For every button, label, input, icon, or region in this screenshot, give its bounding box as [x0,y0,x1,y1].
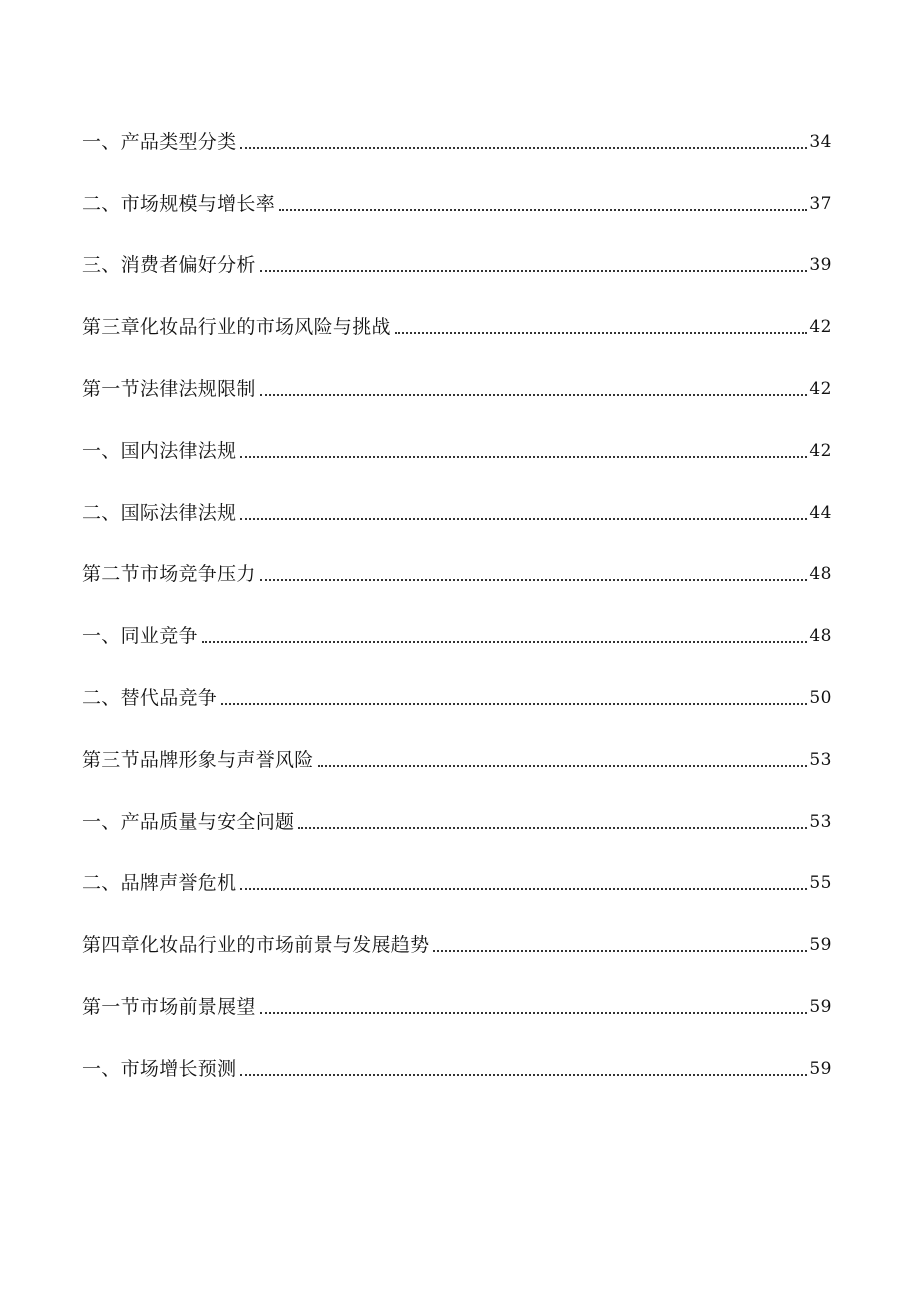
toc-entry-page: 48 [809,564,832,585]
toc-dot-leader [260,579,808,581]
toc-entry-title: 第二节市场竞争压力 [82,563,256,586]
toc-dot-leader [318,765,808,767]
toc-entry[interactable] [82,483,832,545]
toc-entry-title: 第四章化妆品行业的市场前景与发展趋势 [82,934,430,957]
toc-entry-title: 第三节品牌形象与声誉风险 [82,748,314,771]
toc-entry[interactable] [82,730,832,792]
toc-dot-leader [433,950,807,952]
toc-entry[interactable] [82,854,832,916]
toc-entry-page: 59 [809,996,832,1017]
toc-entry[interactable] [82,668,832,730]
toc-entry-page: 42 [809,317,832,338]
toc-entry[interactable] [82,792,832,854]
toc-entry-title: 二、品牌声誉危机 [82,872,237,895]
toc-dot-leader [260,270,808,272]
toc-entry-page: 34 [809,131,832,152]
toc-entry-page: 55 [809,873,832,894]
toc-entry-page: 48 [809,626,832,647]
toc-entry-page: 44 [809,502,832,523]
toc-dot-leader [240,147,807,149]
toc-entry-title: 二、国际法律法规 [82,501,237,524]
toc-entry-page: 59 [809,1058,832,1079]
toc-entry-title: 二、市场规模与增长率 [82,192,276,215]
toc-dot-leader [202,641,808,643]
toc-entry-page: 53 [809,749,832,770]
toc-entry-page: 39 [809,255,832,276]
toc-dot-leader [240,456,807,458]
toc-dot-leader [240,518,807,520]
toc-entry-title: 一、同业竞争 [82,625,198,648]
toc-entry-page: 59 [809,935,832,956]
toc-entry-title: 第一节市场前景展望 [82,995,256,1018]
toc-entry-title: 第一节法律法规限制 [82,377,256,400]
toc-entry-title: 二、替代品竞争 [82,686,218,709]
toc-entry-title: 一、国内法律法规 [82,439,237,462]
toc-entry-title: 三、消费者偏好分析 [82,254,256,277]
toc-entry[interactable] [82,421,832,483]
toc-dot-leader [279,209,807,211]
toc-entry[interactable] [82,1039,832,1101]
toc-entry[interactable] [82,915,832,977]
toc-dot-leader [221,703,807,705]
toc-dot-leader [260,1012,808,1014]
toc-dot-leader [240,888,807,890]
toc-entry-title: 第三章化妆品行业的市场风险与挑战 [82,316,391,339]
toc-entry[interactable] [82,606,832,668]
toc-entry[interactable] [82,112,832,174]
toc-entry[interactable] [82,297,832,359]
toc-entry-page: 42 [809,378,832,399]
toc-entry[interactable] [82,977,832,1039]
toc-dot-leader [260,394,808,396]
toc-entry-page: 53 [809,811,832,832]
toc-dot-leader [395,332,808,334]
toc-entry-page: 37 [809,193,832,214]
table-of-contents [82,112,832,1101]
toc-entry[interactable] [82,236,832,298]
toc-entry-title: 一、产品类型分类 [82,130,237,153]
toc-dot-leader [298,827,807,829]
toc-entry-title: 一、产品质量与安全问题 [82,810,295,833]
toc-entry[interactable] [82,359,832,421]
toc-dot-leader [240,1074,807,1076]
toc-entry-page: 42 [809,440,832,461]
toc-entry[interactable] [82,174,832,236]
toc-entry-title: 一、市场增长预测 [82,1057,237,1080]
toc-entry-page: 50 [809,687,832,708]
toc-entry[interactable] [82,545,832,607]
